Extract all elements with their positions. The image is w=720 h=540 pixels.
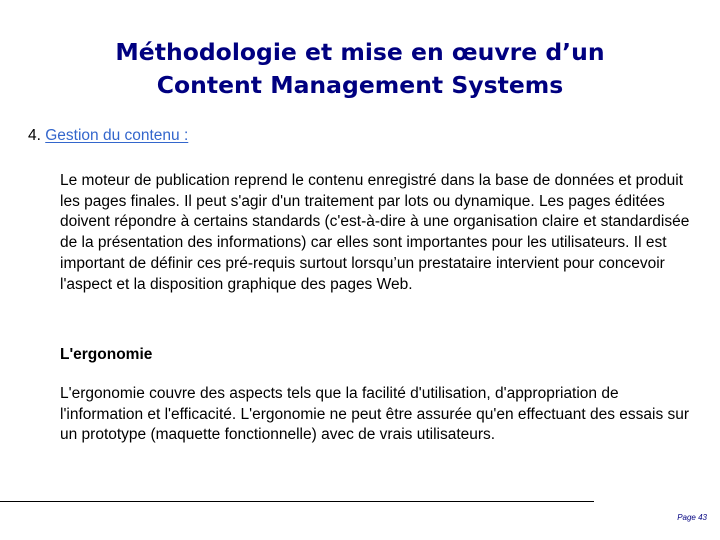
footer-divider: [0, 501, 594, 502]
ergonomie-heading: L'ergonomie: [60, 346, 153, 363]
section-title-link[interactable]: Gestion du contenu :: [45, 127, 189, 144]
slide-title-line-2: Content Management Systems: [156, 71, 564, 99]
slide-title-line-1: Méthodologie et mise en œuvre d’un: [115, 38, 605, 66]
section-number: 4.: [28, 127, 46, 144]
page-number: Page 43: [677, 513, 707, 522]
section-heading: [28, 126, 188, 146]
slide-title: [0, 36, 720, 102]
ergonomie-paragraph: L'ergonomie couvre des aspects tels que la facilité d'utilisation, d'appropriation de l'information et l'efficacité. L'ergonomie ne peut être assurée qu'en effectuant des essais sur un prototype (maquette fonctionnelle) avec de vrais utilisateurs.: [60, 385, 690, 444]
publication-paragraph: Le moteur de publication reprend le contenu enregistré dans la base de données et produit les pages finales. Il peut s'agir d'un traitement par lots ou dynamique. Les pages éditées doivent répondre à certains standards (c'est-à-dire à une organisation claire et standardisée de la présentation des informations) car elles sont importantes pour les utilisateurs. Il est important de définir ces pré-requis surtout lorsqu’un prestataire intervient pour concevoir l'aspect et la disposition graphique des pages Web.: [60, 172, 690, 293]
